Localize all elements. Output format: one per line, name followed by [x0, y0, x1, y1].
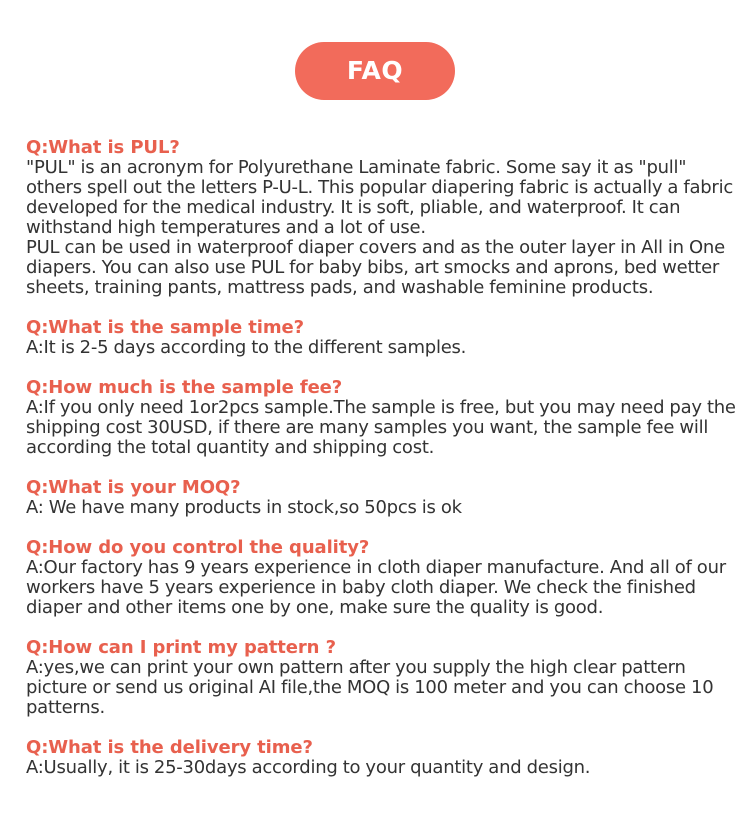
faq-question: Q:What is the sample time? — [26, 317, 304, 338]
faq-item-print-pattern — [26, 638, 746, 718]
faq-item-quality — [26, 538, 746, 618]
faq-question: Q:What is PUL? — [26, 137, 180, 158]
faq-answer: A:It is 2-5 days according to the different samples. — [26, 337, 467, 358]
faq-question: Q:What is your MOQ? — [26, 477, 241, 498]
faq-answer: A:Usually, it is 25-30days according to your quantity and design. — [26, 757, 591, 778]
faq-list — [26, 138, 746, 798]
faq-badge: FAQ — [295, 42, 455, 100]
faq-item-delivery-time — [26, 738, 746, 778]
faq-item-moq — [26, 478, 746, 518]
faq-answer: "PUL" is an acronym for Polyurethane Laminate fabric. Some say it as "pull" others spell out the letters P-U-L. This popular diapering fabric is actually a fabric developed for the medical industry. It is soft, pliable, and waterproof. It can withstand high temperatures and a lot of use. — [26, 157, 733, 238]
faq-question: Q:What is the delivery time? — [26, 737, 313, 758]
faq-answer: A:If you only need 1or2pcs sample.The sample is free, but you may need pay the shipping cost 30USD, if there are many samples you want, the sample fee will according the total quantity and shipping cost. — [26, 397, 736, 458]
faq-answer: A:yes,we can print your own pattern after you supply the high clear pattern picture or send us original AI file,the MOQ is 100 meter and you can choose 10 patterns. — [26, 657, 714, 718]
faq-answer: PUL can be used in waterproof diaper covers and as the outer layer in All in One diapers. You can also use PUL for baby bibs, art smocks and aprons, bed wetter sheets, training pants, mattress pads, and washable feminine products. — [26, 237, 725, 298]
faq-item-sample-time — [26, 318, 746, 358]
faq-question: Q:How much is the sample fee? — [26, 377, 343, 398]
faq-item-pul — [26, 138, 746, 298]
faq-answer: A: We have many products in stock,so 50pcs is ok — [26, 497, 462, 518]
faq-item-sample-fee — [26, 378, 746, 458]
faq-question: Q:How do you control the quality? — [26, 537, 370, 558]
faq-question: Q:How can I print my pattern ? — [26, 637, 336, 658]
faq-answer: A:Our factory has 9 years experience in cloth diaper manufacture. And all of our workers have 5 years experience in baby cloth diaper. We check the finished diaper and other items one by one, make sure the quality is good. — [26, 557, 726, 618]
